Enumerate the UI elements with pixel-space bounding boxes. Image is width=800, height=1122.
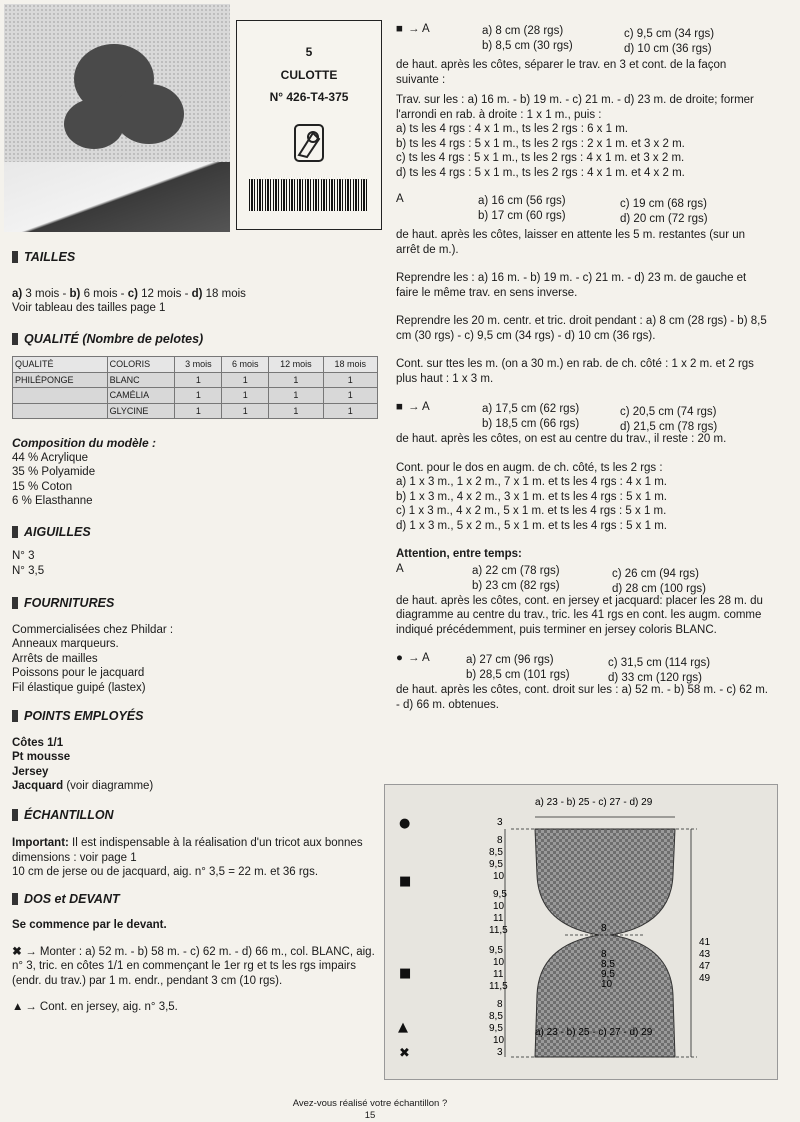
- section-marker-icon: [12, 710, 18, 722]
- paragraph: c) ts les 4 rgs : 5 x 1 m., ts les 2 rgs : 4 x 1 m. et 3 x 2 m.: [396, 152, 685, 164]
- svg-text:8: 8: [497, 835, 503, 846]
- paragraph: a) ts les 4 rgs : 4 x 1 m., ts les 2 rgs : 6 x 1 m.: [396, 123, 628, 135]
- paragraph: de haut. après les côtes, on est au centre du trav., il reste : 20 m.: [396, 433, 727, 445]
- diagram-top-label: a) 23 - b) 25 - c) 27 - d) 29: [535, 797, 653, 808]
- composition-item: 35 % Polyamide: [12, 466, 96, 478]
- paragraph: de haut. après les côtes, cont. droit sur les : a) 52 m. - b) 58 m. - c) 62 m. - d) 66 m. obtenues.: [396, 684, 768, 711]
- cast-on-text: ✖ → Monter : a) 52 m. - b) 58 m. - c) 62 m. - d) 66 m., col. BLANC, aig. n° 3, tric. en côtes 1/1 en commençant le 1er rg et ts les rgs impairs (endr. du trav.) par 1 m. endr., pendant 3 cm (10 rgs).: [12, 945, 375, 987]
- paragraph: Reprendre les 20 m. centr. et tric. droit pendant : a) 8 cm (28 rgs) - b) 8,5 cm (30 rgs) - c) 9,5 cm (34 rgs) - d) 10 cm (36 rgs).: [396, 315, 767, 342]
- product-ref: N° 426-T4-375: [269, 90, 349, 104]
- block-A2-header: A a) 22 cm (78 rgs) c) 26 cm (94 rgs) b) 23 cm (82 rgs) d) 28 cm (100 rgs): [396, 562, 706, 595]
- table-header: 18 mois: [323, 357, 377, 373]
- supply-item: Anneaux marqueurs.: [12, 638, 119, 650]
- tailles-note: Voir tableau des tailles page 1: [12, 302, 166, 314]
- page-footer: [0, 1098, 740, 1122]
- svg-text:9,5: 9,5: [489, 859, 503, 870]
- cross-marker-icon: ✖: [399, 1046, 410, 1061]
- stitch-item: Jersey: [12, 765, 49, 778]
- block-circle-header: ● → A a) 27 cm (96 rgs) c) 31,5 cm (114 rgs) b) 28,5 cm (101 rgs) d) 33 cm (120 rgs): [396, 652, 711, 684]
- svg-text:8: 8: [601, 949, 607, 960]
- svg-text:11: 11: [493, 913, 504, 924]
- gauge-important: Important: Il est indispensable à la réalisation d'un tricot aux bonnes dimensions : voir page 1: [12, 837, 363, 864]
- product-number: 5: [305, 45, 313, 59]
- attention-title: Attention, entre temps:: [396, 548, 522, 560]
- right-column: [396, 22, 768, 712]
- svg-text:10: 10: [601, 979, 613, 990]
- svg-text:11: 11: [493, 969, 504, 980]
- svg-text:43: 43: [699, 949, 711, 960]
- section-fournitures: FOURNITURES: [12, 596, 380, 611]
- paragraph: c) 1 x 3 m., 4 x 2 m., 5 x 1 m. et ts les 4 rgs : 5 x 1 m.: [396, 505, 667, 517]
- composition-item: 15 % Coton: [12, 480, 73, 493]
- svg-text:8,5: 8,5: [489, 1011, 503, 1022]
- paragraph: Cont. pour le dos en augm. de ch. côté, ts les 2 rgs :: [396, 461, 663, 474]
- yarn-quantity-table: [12, 356, 378, 419]
- square-symbol-icon: ■: [396, 23, 403, 35]
- svg-text:8,5: 8,5: [489, 847, 503, 858]
- section-marker-icon: [12, 597, 18, 609]
- supply-item: Fil élastique guipé (lastex): [12, 681, 146, 694]
- svg-text:9,5: 9,5: [601, 969, 615, 980]
- svg-text:10: 10: [493, 871, 505, 882]
- needle-item: N° 3,5: [12, 564, 45, 577]
- svg-text:8,5: 8,5: [601, 959, 615, 970]
- barcode: [249, 179, 369, 211]
- svg-text:10: 10: [493, 1035, 505, 1046]
- continue-text: ▲ → Cont. en jersey, aig. n° 3,5.: [12, 1001, 178, 1013]
- table-row: PHILÉPONGE BLANC 1 1 1 1: [13, 372, 378, 388]
- section-tailles: TAILLES: [12, 250, 380, 265]
- svg-text:8: 8: [601, 923, 607, 934]
- needle-item: N° 3: [12, 550, 35, 562]
- section-qualite: QUALITÉ (Nombre de pelotes): [12, 332, 380, 347]
- supply-item: Commercialisées chez Phildar :: [12, 623, 174, 636]
- table-header: 12 mois: [269, 357, 323, 373]
- paragraph: b) ts les 4 rgs : 5 x 1 m., ts les 2 rgs : 2 x 1 m. et 3 x 2 m.: [396, 137, 685, 150]
- start-note: Se commence par le devant.: [12, 919, 167, 931]
- square-symbol-icon: ■: [396, 401, 403, 413]
- table-header: 3 mois: [175, 357, 222, 373]
- left-column: [12, 250, 380, 346]
- svg-text:8: 8: [497, 999, 503, 1010]
- stitch-item: Pt mousse: [12, 751, 71, 763]
- svg-text:9,5: 9,5: [489, 945, 503, 956]
- paragraph: d) ts les 4 rgs : 5 x 1 m., ts les 2 rgs : 4 x 1 m. et 4 x 2 m.: [396, 166, 685, 179]
- tailles-values: a) 3 mois - b) 6 mois - c) 12 mois - d) 18 mois: [12, 287, 246, 300]
- table-row: CAMÉLIA 1 1 1 1: [13, 388, 378, 404]
- product-name: CULOTTE: [280, 67, 338, 82]
- section-marker-icon: [12, 333, 18, 345]
- block-A-header: A a) 16 cm (56 rgs) c) 19 cm (68 rgs) b) 17 cm (60 rgs) d) 20 cm (72 rgs): [396, 193, 708, 225]
- paragraph: de haut. après les côtes, séparer le trav. en 3 et cont. de la façon suivante :: [396, 59, 727, 86]
- svg-text:9,5: 9,5: [493, 889, 507, 900]
- svg-text:11,5: 11,5: [489, 925, 508, 936]
- section-dos-devant: DOS et DEVANT: [12, 892, 380, 907]
- section-marker-icon: [12, 809, 18, 821]
- section-echantillon: ÉCHANTILLON: [12, 808, 380, 823]
- svg-text:41: 41: [699, 937, 711, 948]
- svg-text:47: 47: [699, 961, 711, 972]
- diagram-bottom-label: a) 23 - b) 25 - c) 27 - d) 29: [535, 1027, 653, 1038]
- paragraph: d) 1 x 3 m., 5 x 2 m., 5 x 1 m. et ts les 4 rgs : 5 x 1 m.: [396, 519, 667, 532]
- svg-text:9,5: 9,5: [489, 1023, 503, 1034]
- section-aiguilles: AIGUILLES: [12, 525, 380, 540]
- svg-text:49: 49: [699, 973, 711, 984]
- block-square2-header: ■ → A a) 17,5 cm (62 rgs) c) 20,5 cm (74 rgs) b) 18,5 cm (66 rgs) d) 21,5 cm (78 rgs): [396, 401, 718, 433]
- garment-shape: [535, 829, 675, 1057]
- paragraph: Cont. sur ttes les m. (on a 30 m.) en rab. de ch. côté : 1 x 2 m. et 2 rgs plus haut : 1 x 3 m.: [396, 358, 754, 385]
- triangle-marker-icon: ▲: [398, 1020, 408, 1035]
- svg-text:11,5: 11,5: [489, 981, 508, 992]
- svg-text:10: 10: [493, 957, 505, 968]
- composition-item: 6 % Elasthanne: [12, 495, 93, 507]
- svg-text:3: 3: [497, 817, 503, 828]
- svg-text:3: 3: [497, 1047, 503, 1058]
- table-header: QUALITÉ: [13, 357, 108, 373]
- paragraph: de haut. après les côtes, cont. en jersey et jacquard: placer les 28 m. du diagramme au centre du trav., tric. les 41 rgs en cont. les augm. comme indiqué précédemment, puis terminer en jersey coloris BLANC.: [396, 594, 763, 636]
- schematic-svg: [385, 785, 777, 1079]
- table-header: 6 mois: [222, 357, 269, 373]
- svg-text:10: 10: [493, 901, 505, 912]
- table-row: GLYCINE 1 1 1 1: [13, 403, 378, 419]
- section-marker-icon: [12, 526, 18, 538]
- paragraph: a) 1 x 3 m., 1 x 2 m., 7 x 1 m. et ts les 4 rgs : 4 x 1 m.: [396, 476, 667, 488]
- product-id-box: [236, 20, 382, 230]
- section-marker-icon: [12, 251, 18, 263]
- cross-symbol-icon: ✖: [12, 945, 22, 958]
- section-points: POINTS EMPLOYÉS: [12, 709, 380, 724]
- yarn-logo-icon: [293, 123, 325, 163]
- composition-title: Composition du modèle :: [12, 436, 156, 450]
- square-marker-icon: ■: [399, 966, 412, 981]
- triangle-symbol-icon: ▲: [12, 1001, 24, 1013]
- page-number: 15: [364, 1110, 376, 1121]
- composition-item: 44 % Acrylique: [12, 451, 89, 464]
- gauge-text: 10 cm de jerse ou de jacquard, aig. n° 3,5 = 22 m. et 36 rgs.: [12, 866, 319, 878]
- footer-question: Avez-vous réalisé votre échantillon ?: [292, 1098, 448, 1109]
- section-marker-icon: [12, 893, 18, 905]
- circle-marker-icon: ●: [399, 816, 411, 831]
- block-square-header: ■ → A a) 8 cm (28 rgs) c) 9,5 cm (34 rgs) b) 8,5 cm (30 rgs) d) 10 cm (36 rgs): [396, 23, 715, 55]
- table-header: COLORIS: [107, 357, 175, 373]
- pattern-schematic: [384, 784, 778, 1080]
- stitch-item: Côtes 1/1: [12, 736, 64, 749]
- product-photo: [4, 4, 230, 232]
- paragraph: Reprendre les : a) 16 m. - b) 19 m. - c) 21 m. - d) 23 m. de gauche et faire le même trav. en sens inverse.: [396, 272, 747, 299]
- supply-item: Poissons pour le jacquard: [12, 667, 145, 679]
- square-outline-marker-icon: ■: [399, 874, 412, 889]
- paragraph: b) 1 x 3 m., 4 x 2 m., 3 x 1 m. et ts les 4 rgs : 5 x 1 m.: [396, 490, 667, 503]
- stitch-item: Jacquard (voir diagramme): [12, 780, 154, 792]
- circle-symbol-icon: ●: [396, 652, 403, 664]
- paragraph: Trav. sur les : a) 16 m. - b) 19 m. - c) 21 m. - d) 23 m. de droite; former l'arrondi en rab. à droite : 1 x 1 m., puis :: [396, 94, 754, 121]
- supply-item: Arrêts de mailles: [12, 652, 98, 665]
- paragraph: de haut. après les côtes, laisser en attente les 5 m. restantes (sur un arrêt de m.).: [396, 229, 746, 256]
- left-column-lower: [12, 436, 380, 1015]
